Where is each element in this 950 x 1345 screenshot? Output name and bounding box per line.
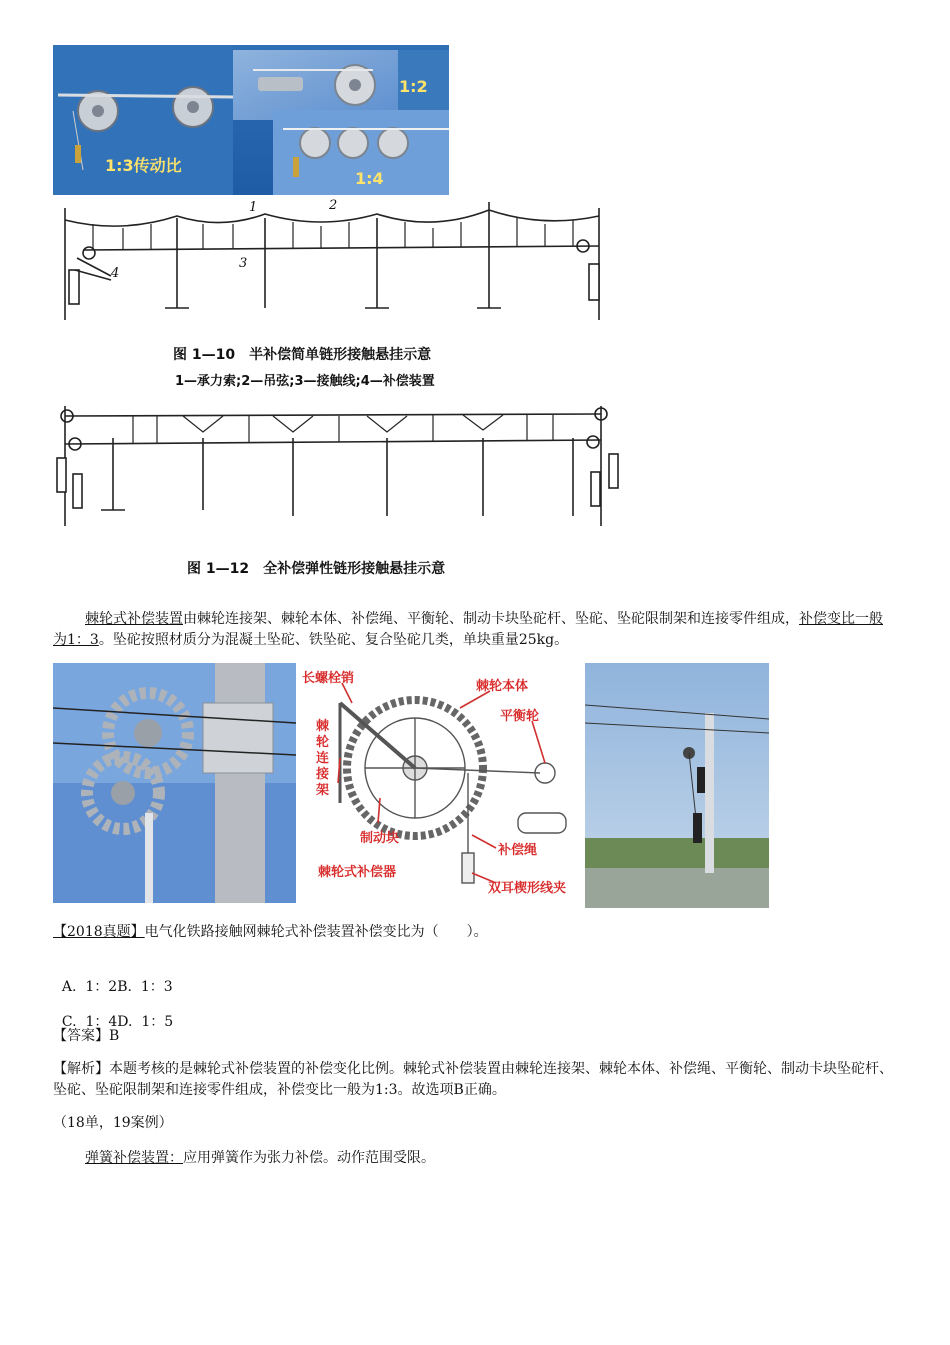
figure-1-10-caption: 图 1—10 半补偿简单链形接触悬挂示意 [173,347,432,363]
exam-note: （18单，19案例） [53,1115,173,1131]
label-ratchet-frame: 棘轮连接架 [316,719,330,798]
question [53,922,913,943]
ratio-label-1-4: 1:4 [355,169,384,188]
callout-4: 4 [111,266,120,281]
label-comp-rope: 补偿绳 [498,843,538,858]
question-body: 电气化铁路接触网棘轮式补偿装置补偿变比为（ ）。 [144,924,488,940]
callout-3: 3 [239,256,248,271]
figure-1-10 [53,198,613,398]
spring-term: 弹簧补偿装置： [85,1150,183,1166]
intro-term: 棘轮式补偿装置 [85,611,183,627]
spring-body: 应用弹簧作为张力补偿。动作范围受限。 [183,1150,435,1166]
label-long-bolt: 长螺栓销 [302,671,355,686]
intro-paragraph [53,609,893,651]
option-d: D. 1：5 [117,1014,174,1030]
ratchet-photo [53,663,296,903]
figure-1-12 [53,398,623,588]
ratchet-diagram [300,663,583,903]
option-c: C. 1：4 [61,1014,118,1030]
callout-2: 2 [329,198,338,213]
analysis: 【解析】本题考核的是棘轮式补偿装置的补偿变化比例。棘轮式补偿装置由棘轮连接架、棘轮本体、补偿绳、平衡轮、制动卡块坠砣杆、坠砣、坠砣限制架和连接零件组成，补偿变比一般为1:3。故选项B正确。 [53,1061,893,1098]
ratio-photo [53,45,449,195]
label-brake-block: 制动块 [360,831,400,846]
figure-1-12-caption: 图 1—12 全补偿弹性链形接触悬挂示意 [187,561,446,577]
intro-tail: 。坠砣按照材质分为混凝土坠砣、铁坠砣、复合坠砣几类，单块重量25kg。 [98,632,569,648]
label-balance-wheel: 平衡轮 [500,709,540,724]
intro-ratio: 补偿变比一般为1：3 [53,611,883,648]
ratio-label-1-3: 1:3传动比 [105,156,182,175]
label-wedge-clamp: 双耳楔形线夹 [488,881,567,896]
label-diagram-title: 棘轮式补偿器 [318,865,397,880]
intro-mid: 由棘轮连接架、棘轮本体、补偿绳、平衡轮、制动卡块坠砣杆、坠砣、坠砣限制架和连接零件组成， [183,611,799,627]
label-ratchet-body: 棘轮本体 [476,679,529,694]
option-a: A. 1：2 [61,979,118,995]
figure-1-10-legend: 1—承力索;2—吊弦;3—接触线;4—补偿装置 [175,374,435,389]
ratio-label-1-2: 1:2 [399,77,428,96]
callout-1: 1 [249,200,258,215]
answer: 【答案】B [53,1028,120,1044]
question-tag: 【2018真题】 [53,924,145,940]
pole-photo [585,663,769,908]
spring-paragraph [85,1148,435,1169]
option-b: B. 1：3 [117,979,173,995]
